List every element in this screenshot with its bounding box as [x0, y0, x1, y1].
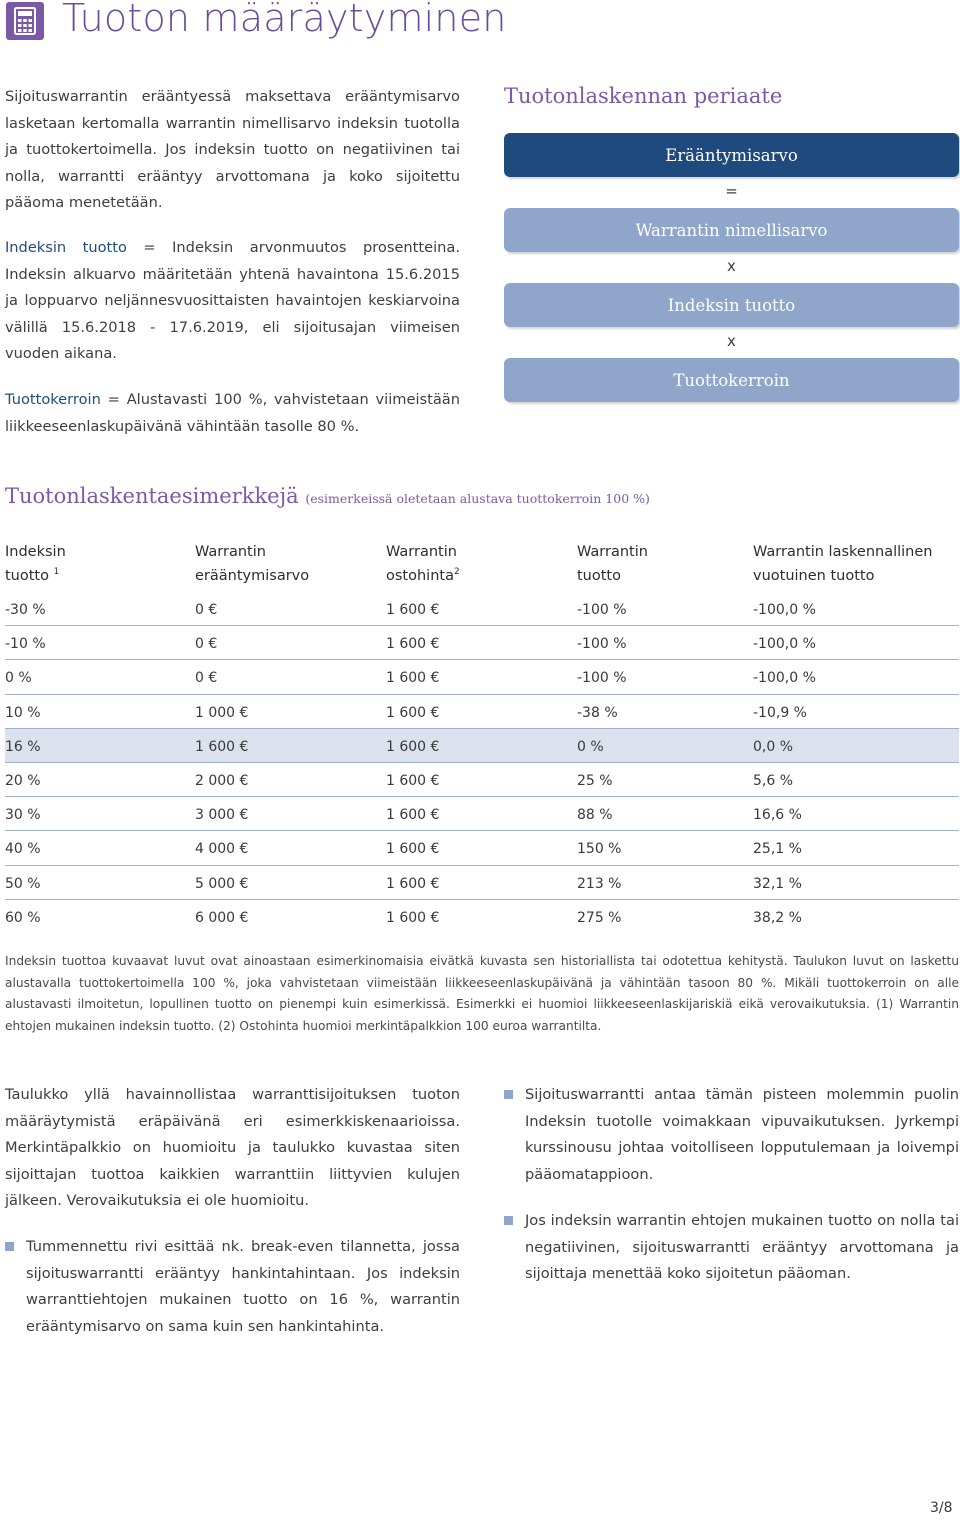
- cell-purchase-price: 1 600 €: [386, 636, 440, 653]
- cell-warrant-return: 150 %: [577, 841, 622, 858]
- maturity-value-box: Erääntymisarvo: [504, 133, 959, 177]
- cell-warrant-return: 88 %: [577, 807, 613, 824]
- cell-purchase-price: 1 600 €: [386, 875, 440, 892]
- equals-operator: =: [725, 182, 738, 200]
- cell-annual-return: 16,6 %: [753, 807, 802, 824]
- bullet-text: Jos indeksin warrantin ehtojen mukainen tuotto on nolla tai negatiivinen, sijoituswarrantti erääntyy arvottomana ja sijoittaja menettää koko sijoitetun pääoman.: [525, 1212, 959, 1282]
- cell-index-return: -10 %: [5, 636, 46, 653]
- examples-heading: Tuotonlaskentaesimerkkejä: [5, 484, 299, 508]
- table-header-warrant-return: Warrantin tuotto: [577, 544, 648, 584]
- cell-annual-return: 5,6 %: [753, 772, 794, 789]
- cell-warrant-return: -100 %: [577, 670, 627, 687]
- cell-index-return: 20 %: [5, 772, 41, 789]
- cell-purchase-price: 1 600 €: [386, 670, 440, 687]
- table-row: [5, 866, 959, 900]
- cell-maturity-value: 5 000 €: [195, 875, 249, 892]
- index-return-box: Indeksin tuotto: [504, 283, 959, 327]
- calculator-icon: [6, 2, 44, 40]
- cell-maturity-value: 3 000 €: [195, 807, 249, 824]
- cell-index-return: -30 %: [5, 602, 46, 618]
- cell-index-return: 30 %: [5, 807, 41, 824]
- cell-index-return: 40 %: [5, 841, 41, 858]
- cell-purchase-price: 1 600 €: [386, 602, 440, 618]
- return-multiplier-box: Tuottokerroin: [504, 358, 959, 402]
- cell-warrant-return: -38 %: [577, 704, 618, 721]
- table-row: [5, 797, 959, 831]
- table-row: [5, 831, 959, 865]
- table-row: [5, 900, 959, 934]
- bullet-break-even: [5, 1234, 460, 1340]
- bullet-worthless: [504, 1208, 959, 1288]
- cell-maturity-value: 6 000 €: [195, 909, 249, 926]
- examples-table-body: [5, 592, 959, 934]
- table-explanation: Taulukko yllä havainnollistaa warranttisijoituksen tuoton määräytymistä eräpäivänä eri esimerkkiskenaarioissa. Merkintäpalkkio on huomioitu ja taulukko kuvastaa siten sijoittajan tuottoa kaikkien warranttiin liittyvien kulujen jälkeen. Verovaikutuksia ei ole huomioitu.: [5, 1086, 460, 1209]
- intro-paragraph: Sijoituswarrantin erääntyessä maksettava erääntymisarvo lasketaan kertomalla warrantin nimellisarvo indeksin tuotolla ja tuottokertoimella. Jos indeksin tuotto on negatiivinen tai nolla, warrantti erääntyy arvottomana ja koko sijoitettu pääoma menetetään.: [5, 88, 460, 211]
- cell-warrant-return: 275 %: [577, 909, 622, 926]
- bullet-square-icon: [5, 1242, 14, 1251]
- cell-maturity-value: 0 €: [195, 602, 218, 618]
- cell-index-return: 10 %: [5, 704, 41, 721]
- cell-annual-return: 32,1 %: [753, 875, 802, 892]
- multiply-operator: x: [727, 257, 736, 275]
- table-row-break-even: [5, 729, 959, 763]
- cell-purchase-price: 1 600 €: [386, 738, 440, 755]
- cell-maturity-value: 1 000 €: [195, 704, 249, 721]
- cell-warrant-return: 213 %: [577, 875, 622, 892]
- cell-maturity-value: 0 €: [195, 670, 218, 687]
- bullet-text: Tummennettu rivi esittää nk. break-even tilannetta, jossa sijoituswarrantti erääntyy hankintahintaan. Jos indeksin warranttiehtojen mukainen tuotto on 16 %, warrantin erääntymisarvo on sama kuin sen hankintahinta.: [26, 1238, 460, 1335]
- index-return-term: Indeksin tuotto: [5, 239, 127, 256]
- cell-purchase-price: 1 600 €: [386, 909, 440, 926]
- table-header-maturity-value: Warrantin erääntymisarvo: [195, 544, 310, 584]
- table-row: [5, 626, 959, 660]
- table-row: [5, 592, 959, 626]
- table-header-annual-return: Warrantin laskennallinen vuotuinen tuotto: [753, 544, 933, 584]
- cell-warrant-return: 25 %: [577, 772, 613, 789]
- table-row: [5, 660, 959, 694]
- bullet-leverage: [504, 1082, 959, 1188]
- examples-title: [5, 484, 650, 508]
- cell-warrant-return: -100 %: [577, 636, 627, 653]
- return-multiplier-text: = Alustavasti 100 %, vahvistetaan viimeistään liikkeeseenlaskupäivänä vähintään tasolle 80 %.: [5, 391, 460, 435]
- table-header-index-return: Indeksin tuotto $^1$: [5, 544, 66, 584]
- table-header-purchase-price: Warrantin ostohinta$^2$: [386, 544, 460, 584]
- page-title: Tuoton määräytyminen: [62, 0, 507, 40]
- bullet-square-icon: [504, 1216, 513, 1225]
- table-row: [5, 763, 959, 797]
- cell-purchase-price: 1 600 €: [386, 807, 440, 824]
- cell-annual-return: -10,9 %: [753, 704, 807, 721]
- cell-annual-return: 25,1 %: [753, 841, 802, 858]
- table-row: [5, 695, 959, 729]
- bullet-text: Sijoituswarrantti antaa tämän pisteen molemmin puolin Indeksin tuotolle voimakkaan vipuvaikutuksen. Jyrkempi kurssinousu johtaa voitolliseen lopputulemaan ja loivempi pääomatappioon.: [525, 1086, 959, 1183]
- cell-purchase-price: 1 600 €: [386, 841, 440, 858]
- table-footnote: Indeksin tuottoa kuvaavat luvut ovat ainoastaan esimerkinomaisia eivätkä kuvasta sen historiallista tai odotettua kehitystä. Taulukon luvut on laskettu alustavalla tuottokertoimella 100 %, joka vahvistetaan viimeistään liikkeeseenlaskupäivänä ja vähintään tasoon 80 %. Mikäli tuottokerroin on alle alustavasti ilmoitetun, lopullinen tuotto on pienempi kuin esimerkissä. Esimerkki ei huomioi liikkeeseenlaskijariskiä eikä verovaikutuksia. (1) Warrantin ehtojen mukainen indeksin tuotto. (2) Ostohinta huomioi merkintäpalkkion 100 euroa warrantilta.: [5, 954, 959, 1033]
- cell-index-return: 60 %: [5, 909, 41, 926]
- multiply-operator: x: [727, 332, 736, 350]
- footnote-ref: 2: [453, 567, 460, 578]
- cell-annual-return: -100,0 %: [753, 602, 816, 618]
- cell-maturity-value: 1 600 €: [195, 738, 249, 755]
- bullet-square-icon: [504, 1090, 513, 1099]
- cell-annual-return: -100,0 %: [753, 636, 816, 653]
- index-return-definition: [5, 235, 460, 368]
- cell-index-return: 16 %: [5, 738, 41, 755]
- page-number: 3/8: [930, 1500, 953, 1516]
- cell-maturity-value: 2 000 €: [195, 772, 249, 789]
- cell-purchase-price: 1 600 €: [386, 772, 440, 789]
- cell-annual-return: 0,0 %: [753, 738, 794, 755]
- cell-warrant-return: -100 %: [577, 602, 627, 618]
- cell-warrant-return: 0 %: [577, 738, 604, 755]
- cell-maturity-value: 0 €: [195, 636, 218, 653]
- footnote-ref: 1: [53, 567, 60, 578]
- cell-maturity-value: 4 000 €: [195, 841, 249, 858]
- cell-annual-return: 38,2 %: [753, 909, 802, 926]
- return-multiplier-definition: [5, 387, 460, 440]
- nominal-value-box: Warrantin nimellisarvo: [504, 208, 959, 252]
- return-multiplier-term: Tuottokerroin: [5, 391, 101, 408]
- cell-purchase-price: 1 600 €: [386, 704, 440, 721]
- examples-note: (esimerkeissä oletetaan alustava tuottokerroin 100 %): [305, 491, 650, 506]
- index-return-text: = Indeksin arvonmuutos prosentteina. Indeksin alkuarvo määritetään yhtenä havaintona 15.6.2015 ja loppuarvo neljännesvuosittaisten havaintojen keskiarvoina välillä 15.6.2018 - 17.6.2019, eli sijoitusajan viimeisen vuoden aikana.: [5, 239, 460, 362]
- cell-index-return: 50 %: [5, 875, 41, 892]
- cell-index-return: 0 %: [5, 670, 32, 687]
- cell-annual-return: -100,0 %: [753, 670, 816, 687]
- principle-title: Tuotonlaskennan periaate: [504, 84, 783, 108]
